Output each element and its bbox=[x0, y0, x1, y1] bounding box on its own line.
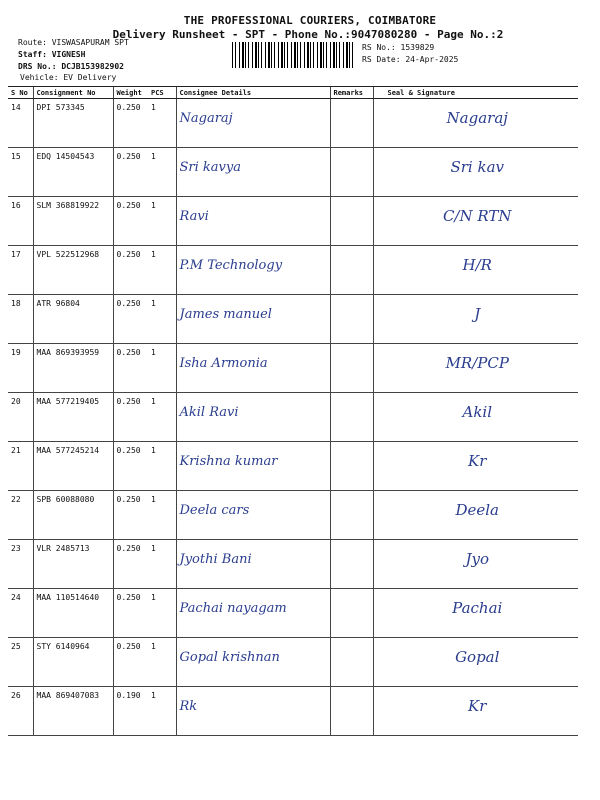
table-row bbox=[8, 148, 578, 197]
barcode-bar bbox=[352, 42, 353, 68]
barcode-bar bbox=[284, 42, 285, 68]
cell-pcs: 1 bbox=[148, 246, 176, 295]
barcode-bar bbox=[317, 42, 318, 68]
cell-consignee: Gopal krishnan bbox=[176, 638, 330, 687]
cell-sno: 16 bbox=[8, 197, 33, 246]
cell-signature: MR/PCP bbox=[373, 344, 578, 393]
barcode-bar bbox=[255, 42, 257, 68]
cell-pcs: 1 bbox=[148, 540, 176, 589]
cell-consignment-no: SLM 368819922 bbox=[33, 197, 113, 246]
table-row bbox=[8, 197, 578, 246]
cell-consignee: Pachai nayagam bbox=[176, 589, 330, 638]
cell-pcs: 1 bbox=[148, 491, 176, 540]
cell-pcs: 1 bbox=[148, 295, 176, 344]
barcode-bar bbox=[248, 42, 249, 68]
cell-signature: Pachai bbox=[373, 589, 578, 638]
cell-weight: 0.250 bbox=[113, 442, 148, 491]
barcode-bar bbox=[343, 42, 344, 68]
barcode-bar bbox=[252, 42, 253, 68]
table-row bbox=[8, 491, 578, 540]
barcode-bar bbox=[239, 42, 240, 68]
cell-pcs: 1 bbox=[148, 589, 176, 638]
cell-consignment-no: MAA 577219405 bbox=[33, 393, 113, 442]
table-row bbox=[8, 540, 578, 589]
barcode-bar bbox=[261, 42, 262, 68]
cell-pcs: 1 bbox=[148, 393, 176, 442]
cell-remarks bbox=[330, 148, 373, 197]
cell-signature: Gopal bbox=[373, 638, 578, 687]
cell-pcs: 1 bbox=[148, 638, 176, 687]
cell-consignment-no: MAA 869393959 bbox=[33, 344, 113, 393]
col-sno: S No bbox=[8, 87, 33, 99]
cell-consignee: Nagaraj bbox=[176, 99, 330, 148]
cell-pcs: 1 bbox=[148, 344, 176, 393]
cell-weight: 0.250 bbox=[113, 148, 148, 197]
cell-remarks bbox=[330, 295, 373, 344]
cell-remarks bbox=[330, 197, 373, 246]
table-row bbox=[8, 393, 578, 442]
cell-sno: 23 bbox=[8, 540, 33, 589]
col-pcs: PCS bbox=[148, 87, 176, 99]
col-consignment-no: Consignment No bbox=[33, 87, 113, 99]
barcode-bar bbox=[232, 42, 233, 68]
barcode-bar bbox=[235, 42, 236, 68]
cell-sno: 26 bbox=[8, 687, 33, 736]
cell-signature: H/R bbox=[373, 246, 578, 295]
col-signature: Seal & Signature bbox=[373, 87, 578, 99]
cell-sno: 20 bbox=[8, 393, 33, 442]
cell-weight: 0.190 bbox=[113, 687, 148, 736]
cell-remarks bbox=[330, 589, 373, 638]
barcode-bar bbox=[333, 42, 335, 68]
cell-signature: Jyo bbox=[373, 540, 578, 589]
company-title: THE PROFESSIONAL COURIERS, COIMBATORE bbox=[183, 14, 437, 27]
cell-signature: C/N RTN bbox=[373, 197, 578, 246]
runsheet-title: Delivery Runsheet - SPT - Phone No.:9047080280 - Page No.:2 bbox=[112, 28, 504, 41]
barcode-bar bbox=[265, 42, 266, 68]
cell-pcs: 1 bbox=[148, 442, 176, 491]
table-row bbox=[8, 589, 578, 638]
barcode-bar bbox=[330, 42, 331, 68]
barcode-bar bbox=[339, 42, 340, 68]
cell-consignment-no: VPL 522512968 bbox=[33, 246, 113, 295]
cell-signature: Kr bbox=[373, 442, 578, 491]
barcode-bar bbox=[297, 42, 298, 68]
cell-sno: 17 bbox=[8, 246, 33, 295]
cell-sno: 22 bbox=[8, 491, 33, 540]
barcode-bar bbox=[346, 42, 348, 68]
cell-weight: 0.250 bbox=[113, 197, 148, 246]
cell-consignee: Isha Armonia bbox=[176, 344, 330, 393]
cell-consignee: P.M Technology bbox=[176, 246, 330, 295]
cell-consignment-no: VLR 2485713 bbox=[33, 540, 113, 589]
barcode-bar bbox=[281, 42, 283, 68]
cell-remarks bbox=[330, 99, 373, 148]
table-row bbox=[8, 442, 578, 491]
table-row bbox=[8, 246, 578, 295]
cell-sno: 15 bbox=[8, 148, 33, 197]
cell-sno: 24 bbox=[8, 589, 33, 638]
cell-signature: Akil bbox=[373, 393, 578, 442]
table-header-row bbox=[8, 87, 578, 99]
cell-weight: 0.250 bbox=[113, 491, 148, 540]
barcode-bar bbox=[300, 42, 301, 68]
cell-sno: 21 bbox=[8, 442, 33, 491]
barcode-bar bbox=[287, 42, 288, 68]
barcode-bar bbox=[242, 42, 244, 68]
cell-consignment-no: MAA 577245214 bbox=[33, 442, 113, 491]
route-info: Route: VISWASAPURAM SPT bbox=[18, 38, 129, 47]
cell-pcs: 1 bbox=[148, 148, 176, 197]
barcode-bar bbox=[294, 42, 296, 68]
cell-weight: 0.250 bbox=[113, 99, 148, 148]
barcode-bar bbox=[304, 42, 305, 68]
cell-sno: 18 bbox=[8, 295, 33, 344]
barcode-bar bbox=[313, 42, 314, 68]
table-row bbox=[8, 99, 578, 148]
cell-weight: 0.250 bbox=[113, 540, 148, 589]
cell-weight: 0.250 bbox=[113, 589, 148, 638]
cell-sno: 14 bbox=[8, 99, 33, 148]
cell-remarks bbox=[330, 344, 373, 393]
table-row bbox=[8, 295, 578, 344]
cell-weight: 0.250 bbox=[113, 344, 148, 393]
vehicle-info: Vehicle: EV Delivery bbox=[20, 73, 117, 82]
barcode-bar bbox=[307, 42, 309, 68]
cell-consignee: Jyothi Bani bbox=[176, 540, 330, 589]
cell-sno: 25 bbox=[8, 638, 33, 687]
cell-signature: Nagaraj bbox=[373, 99, 578, 148]
cell-remarks bbox=[330, 393, 373, 442]
cell-remarks bbox=[330, 638, 373, 687]
barcode-bar bbox=[323, 42, 324, 68]
barcode-bar bbox=[320, 42, 322, 68]
cell-remarks bbox=[330, 491, 373, 540]
cell-remarks bbox=[330, 442, 373, 491]
cell-signature: J bbox=[373, 295, 578, 344]
table-row bbox=[8, 344, 578, 393]
barcode-bar bbox=[336, 42, 337, 68]
rs-number: RS No.: 1539829 bbox=[362, 43, 435, 52]
barcode-bar bbox=[274, 42, 275, 68]
barcode-bar bbox=[245, 42, 246, 68]
col-weight: Weight bbox=[113, 87, 148, 99]
table-row bbox=[8, 687, 578, 736]
cell-weight: 0.250 bbox=[113, 638, 148, 687]
staff-info: Staff: VIGNESH bbox=[18, 50, 86, 59]
barcode-bar bbox=[326, 42, 327, 68]
barcode-bar bbox=[291, 42, 292, 68]
barcode-bar bbox=[278, 42, 279, 68]
cell-weight: 0.250 bbox=[113, 393, 148, 442]
table-row bbox=[8, 638, 578, 687]
cell-consignee: Krishna kumar bbox=[176, 442, 330, 491]
cell-pcs: 1 bbox=[148, 99, 176, 148]
cell-remarks bbox=[330, 246, 373, 295]
cell-pcs: 1 bbox=[148, 197, 176, 246]
cell-consignee: Akil Ravi bbox=[176, 393, 330, 442]
cell-signature: Sri kav bbox=[373, 148, 578, 197]
barcode-bar bbox=[310, 42, 311, 68]
barcode bbox=[232, 42, 356, 68]
cell-consignment-no: SPB 60088080 bbox=[33, 491, 113, 540]
barcode-bar bbox=[349, 42, 350, 68]
barcode-bar bbox=[271, 42, 272, 68]
cell-pcs: 1 bbox=[148, 687, 176, 736]
cell-consignment-no: ATR 96804 bbox=[33, 295, 113, 344]
cell-remarks bbox=[330, 540, 373, 589]
barcode-bar bbox=[268, 42, 270, 68]
cell-consignment-no: EDQ 14504543 bbox=[33, 148, 113, 197]
rs-date: RS Date: 24-Apr-2025 bbox=[362, 55, 459, 64]
cell-consignment-no: MAA 869407083 bbox=[33, 687, 113, 736]
cell-signature: Deela bbox=[373, 491, 578, 540]
cell-weight: 0.250 bbox=[113, 295, 148, 344]
barcode-bar bbox=[258, 42, 259, 68]
col-consignee: Consignee Details bbox=[176, 87, 330, 99]
cell-consignee: Ravi bbox=[176, 197, 330, 246]
runsheet-table bbox=[8, 86, 578, 736]
cell-sno: 19 bbox=[8, 344, 33, 393]
cell-consignment-no: STY 6140964 bbox=[33, 638, 113, 687]
cell-consignee: Rk bbox=[176, 687, 330, 736]
cell-consignee: Deela cars bbox=[176, 491, 330, 540]
cell-weight: 0.250 bbox=[113, 246, 148, 295]
col-remarks: Remarks bbox=[330, 87, 373, 99]
cell-consignee: Sri kavya bbox=[176, 148, 330, 197]
cell-consignee: James manuel bbox=[176, 295, 330, 344]
drs-number: DRS No.: DCJB153982902 bbox=[18, 62, 124, 71]
cell-consignment-no: MAA 110514640 bbox=[33, 589, 113, 638]
cell-signature: Kr bbox=[373, 687, 578, 736]
cell-consignment-no: DPI 573345 bbox=[33, 99, 113, 148]
cell-remarks bbox=[330, 687, 373, 736]
